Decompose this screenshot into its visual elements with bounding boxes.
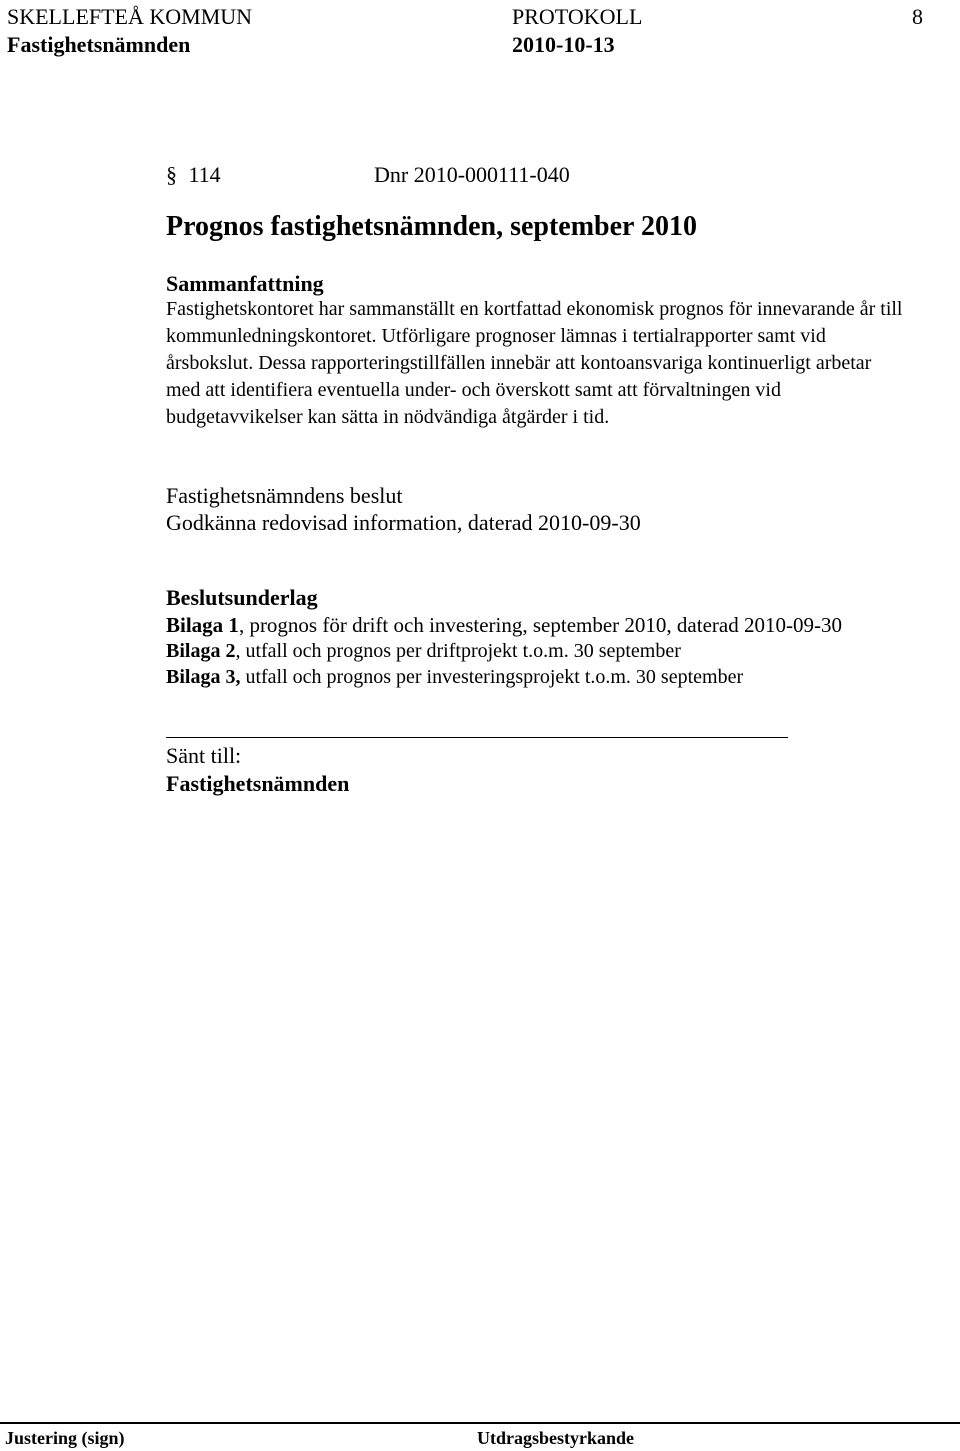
basis-item: [166, 613, 842, 638]
basis-item: [166, 640, 681, 663]
basis-item-label: Bilaga 1: [166, 613, 239, 637]
footer-utdragsbestyrkande: Utdragsbestyrkande: [477, 1428, 635, 1448]
basis-item-label: Bilaga 3,: [166, 666, 241, 688]
section-sign: §: [166, 162, 177, 187]
basis-heading: Beslutsunderlag: [166, 585, 318, 610]
page-title: Prognos fastighetsnämnden, september 2010: [166, 211, 697, 242]
basis-item-text: , utfall och prognos per driftprojekt t.o.m. 30 september: [235, 640, 681, 662]
page-number: 8: [912, 4, 923, 29]
org-name: SKELLEFTEÅ KOMMUN: [7, 4, 253, 29]
footer-justering: Justering (sign): [5, 1428, 125, 1448]
dnr: Dnr 2010-000111-040: [374, 162, 570, 187]
decision-text: Godkänna redovisad information, daterad 2010-09-30: [166, 510, 641, 535]
sent-to-label: Sänt till:: [166, 743, 242, 768]
header-date: 2010-10-13: [512, 32, 615, 57]
doc-type: PROTOKOLL: [512, 4, 643, 29]
basis-item-text: utfall och prognos per investeringsprojekt t.o.m. 30 september: [240, 666, 744, 688]
item-number: 114: [188, 162, 221, 187]
basis-item-text: , prognos för drift och investering, september 2010, daterad 2010-09-30: [238, 613, 842, 637]
separator-line: [166, 737, 788, 738]
decision-heading: Fastighetsnämndens beslut: [166, 483, 403, 508]
sent-to-recipient: Fastighetsnämnden: [166, 771, 350, 796]
summary-heading: Sammanfattning: [166, 271, 324, 296]
summary-text: Fastighetskontoret har sammanställt en kortfattad ekonomisk prognos för innevarande år till kommunledningskontoret. Utförligare prognoser lämnas i tertialrapporter samt vid årsbokslut. Dessa rapporteringstillfällen innebär att kontoansvariga kontinuerligt arbetar med att identifiera eventuella under- och överskott samt att förvaltningen vid budgetavvikelser kan sätta in nödvändiga åtgärder i tid.: [166, 298, 903, 428]
paragraph-number: [166, 162, 221, 188]
basis-item: [166, 666, 743, 689]
header-body-name: Fastighetsnämnden: [7, 32, 191, 57]
basis-item-label: Bilaga 2: [166, 640, 236, 662]
footer-line: [0, 1422, 960, 1424]
